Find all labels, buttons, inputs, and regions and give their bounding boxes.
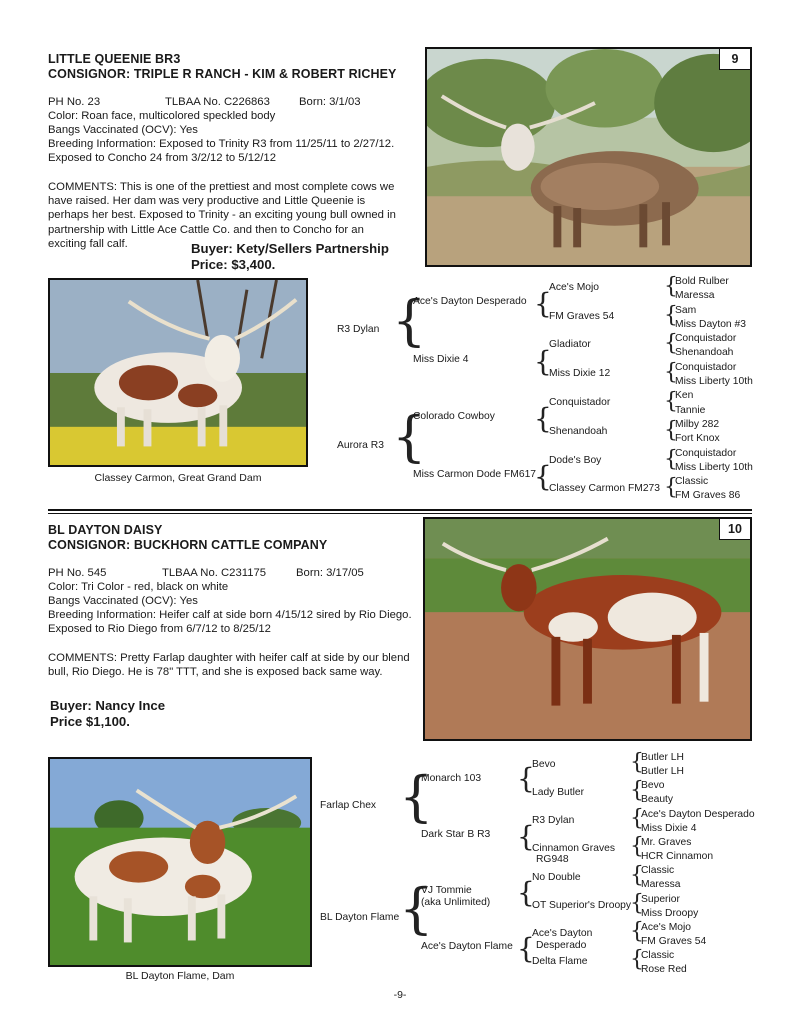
brace: {	[630, 778, 644, 803]
brace: {	[392, 289, 427, 352]
brace: {	[664, 303, 678, 328]
brace: {	[534, 460, 552, 493]
price: Price $1,100.	[50, 714, 130, 729]
pedigree-entry: Monarch 103	[421, 773, 482, 784]
brace: {	[630, 919, 644, 944]
comments: COMMENTS: This is one of the prettiest and most complete cows we have raised. Her dam was very productive and Little Queenie is perhaps her best. Exposed to Trinity - an exciting young bull owned in partnership with Little Ace Cattle Co. and then to Concho for an exciting fall calf.	[48, 181, 396, 250]
pedigree-sire: Farlap Chex	[320, 800, 377, 811]
brace: {	[517, 932, 535, 965]
pedigree-entry: RG948	[536, 854, 569, 865]
price: Price: $3,400.	[191, 257, 276, 272]
brace: {	[630, 806, 644, 831]
brace: {	[664, 389, 678, 414]
brace: {	[399, 765, 434, 828]
pedigree-entry: Dode's Boy	[549, 455, 602, 466]
ph-number: PH No. 545	[48, 567, 107, 579]
tlbaa-number: TLBAA No. C226863	[165, 96, 270, 108]
bangs-info: Bangs Vaccinated (OCV): Yes	[48, 595, 198, 607]
pedigree-entry: Classey Carmon FM273	[549, 483, 661, 494]
pedigree-entry: Ace's Dayton Desperado	[413, 296, 527, 307]
brace: {	[517, 762, 535, 795]
pedigree-dam: BL Dayton Flame	[320, 912, 400, 923]
pedigree-entry: Dark Star B R3	[421, 829, 491, 840]
pedigree-gen4: Butler LH Butler LH Bevo Beauty Ace's Dayton Desperado Miss Dixie 4 Mr. Graves HCR Cinnamon Classic Maressa Superior Miss Droopy Ace's Mojo FM Graves 54 Classic Rose Red	[641, 752, 755, 976]
page-number: -9-	[393, 989, 407, 1001]
pedigree-dam: Aurora R3	[337, 440, 384, 451]
pedigree-entry: R3 Dylan	[532, 815, 575, 826]
lot-title: BL DAYTON DAISY	[48, 523, 163, 537]
pedigree-entry: Ace's Dayton Flame	[421, 941, 513, 952]
ph-number: PH No. 23	[48, 96, 101, 108]
brace: {	[664, 475, 678, 500]
birth-date: Born: 3/17/05	[296, 567, 364, 579]
buyer: Buyer: Kety/Sellers Partnership	[191, 241, 389, 256]
consignor: CONSIGNOR: TRIPLE R RANCH - KIM & ROBERT RICHEY	[48, 67, 397, 81]
pedigree-gen4: Bold Rulber Maressa Sam Miss Dayton #3 Conquistador Shenandoah Conquistador Miss Liberty 10th Ken Tannie Milby 282 Fort Knox Conquistador Miss Liberty 10th Classic FM Graves 86	[675, 276, 753, 502]
photo-caption: Classey Carmon, Great Grand Dam	[94, 472, 262, 484]
comments: COMMENTS: Pretty Farlap daughter with heifer calf at side by our blend bull, Rio Diego. He is 78" TTT, and she is exposed back same way.	[48, 652, 410, 679]
cow-photo	[423, 517, 752, 741]
pedigree-entry: OT Superior's Droopy	[532, 900, 632, 911]
brace: {	[664, 360, 678, 385]
photo-caption: BL Dayton Flame, Dam	[125, 970, 235, 982]
breeding-info: Exposed to Concho 24 from 3/2/12 to 5/12/12	[48, 152, 276, 164]
pedigree-entry: Lady Butler	[532, 787, 585, 798]
brace: {	[517, 876, 535, 909]
pedigree-entry: No Double	[532, 872, 581, 883]
color-info: Color: Roan face, multicolored speckled body	[48, 110, 276, 122]
pedigree-entry: Ace's Dayton	[532, 928, 593, 939]
pedigree-entry: Miss Carmon Dode FM617	[413, 469, 537, 480]
pedigree-entry: Ace's Mojo	[549, 282, 600, 293]
lot-number: 9	[719, 49, 750, 70]
pedigree-entry: Bevo	[532, 759, 556, 770]
brace: {	[664, 331, 678, 356]
pedigree-entry: Desperado	[536, 940, 587, 951]
brace: {	[534, 287, 552, 320]
brace: {	[630, 834, 644, 859]
pedigree-entry: FM Graves 54	[549, 311, 615, 322]
pedigree-entry: Conquistador	[549, 397, 611, 408]
brace: {	[630, 750, 644, 775]
brace: {	[630, 947, 644, 972]
consignor: CONSIGNOR: BUCKHORN CATTLE COMPANY	[48, 538, 328, 552]
pedigree-entry: VJ Tommie	[421, 885, 472, 896]
pedigree-entry: Gladiator	[549, 339, 591, 350]
brace: {	[630, 891, 644, 916]
brace: {	[534, 402, 552, 435]
pedigree-entry: Shenandoah	[549, 426, 608, 437]
breeding-info: Exposed to Rio Diego from 6/7/12 to 8/25/12	[48, 623, 271, 635]
pedigree-entry: Cinnamon Graves	[532, 843, 615, 854]
brace: {	[534, 345, 552, 378]
pedigree-entry: Miss Dixie 4	[413, 354, 469, 365]
pedigree-entry: (aka Unlimited)	[421, 897, 491, 908]
cow-photo	[425, 47, 752, 267]
lot-title: LITTLE QUEENIE BR3	[48, 52, 181, 66]
brace: {	[664, 418, 678, 443]
pedigree-entry: Colorado Cowboy	[413, 411, 495, 422]
color-info: Color: Tri Color - red, black on white	[48, 581, 229, 593]
dam-photo	[48, 757, 312, 967]
tlbaa-number: TLBAA No. C231175	[162, 567, 267, 579]
birth-date: Born: 3/1/03	[299, 96, 361, 108]
bangs-info: Bangs Vaccinated (OCV): Yes	[48, 124, 198, 136]
brace: {	[517, 820, 535, 853]
pedigree-entry: Miss Dixie 12	[549, 368, 611, 379]
brace: {	[399, 877, 434, 940]
section-divider	[48, 513, 752, 514]
buyer: Buyer: Nancy Ince	[50, 698, 166, 713]
brace: {	[664, 274, 678, 299]
pedigree-entry: Delta Flame	[532, 956, 588, 967]
dam-photo	[48, 278, 308, 467]
pedigree-sire: R3 Dylan	[337, 324, 380, 335]
brace: {	[392, 405, 427, 468]
breeding-info: Breeding Information: Heifer calf at side born 4/15/12 sired by Rio Diego.	[48, 609, 412, 621]
brace: {	[630, 863, 644, 888]
section-divider	[48, 509, 752, 511]
lot-number: 10	[719, 519, 750, 540]
breeding-info: Breeding Information: Exposed to Trinity R3 from 11/25/11 to 2/27/12.	[48, 138, 395, 150]
brace: {	[664, 447, 678, 472]
